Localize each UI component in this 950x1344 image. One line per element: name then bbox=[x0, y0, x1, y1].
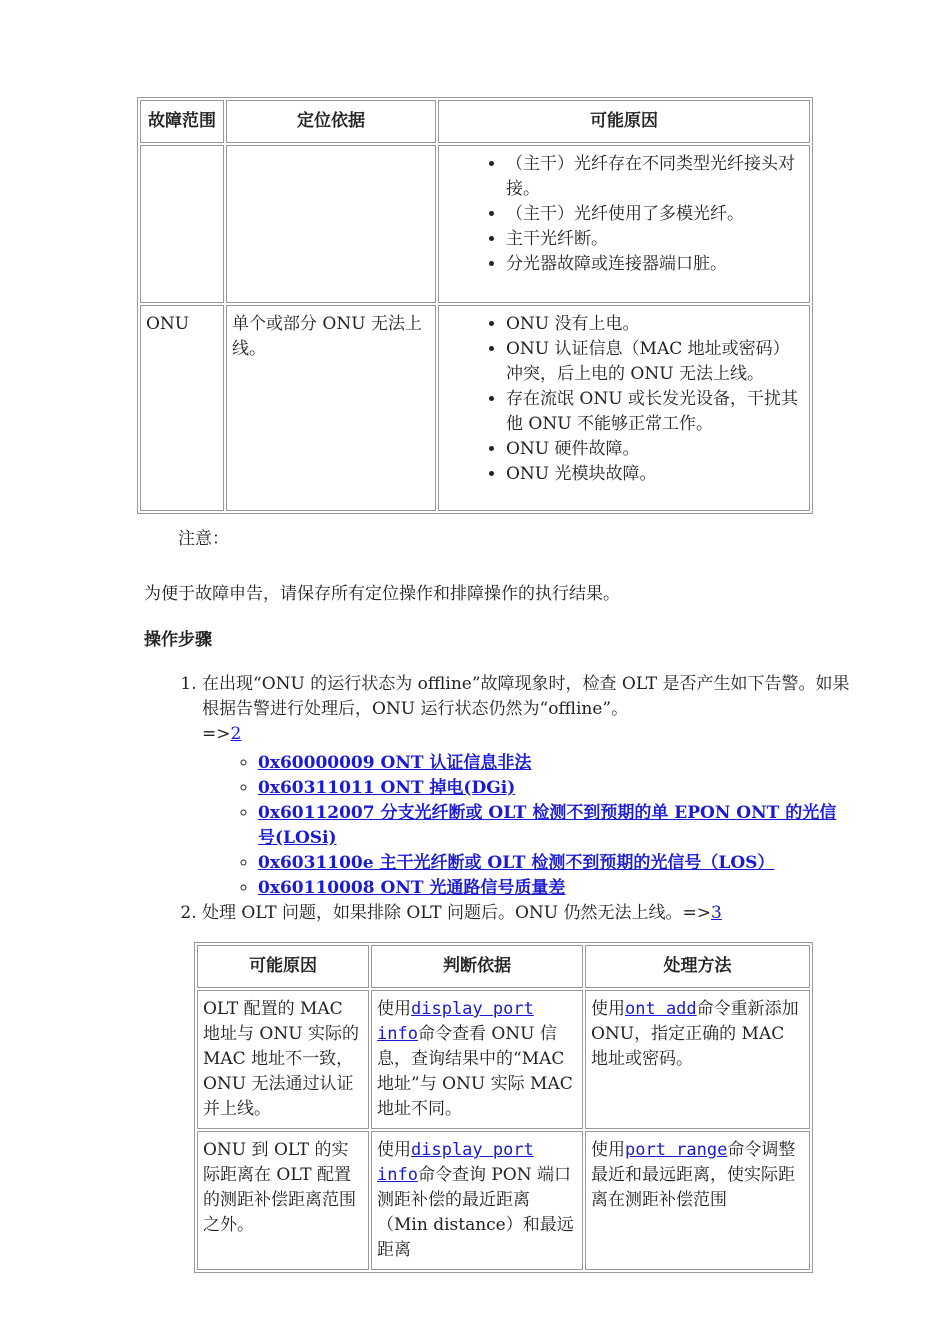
list-item: • ONU 硬件故障。 bbox=[506, 437, 804, 462]
step-1-text: 在出现“ONU 的运行状态为 offline”故障现象时，检查 OLT 是否产生如下告警。如果根据告警进行处理后，ONU 运行状态仍然为“offline”。 bbox=[202, 674, 850, 719]
ont-add-link[interactable]: ont add bbox=[625, 999, 697, 1019]
alarm-link[interactable]: 0x60000009 ONT 认证信息非法 bbox=[258, 753, 532, 773]
list-item: • 主干光纤断。 bbox=[506, 227, 804, 252]
step-1 bbox=[202, 672, 852, 901]
list-item bbox=[258, 851, 852, 876]
cell-cause: ONU 到 OLT 的实际距离在 OLT 配置的测距补偿距离范围之外。 bbox=[197, 1131, 369, 1270]
table-row bbox=[140, 145, 810, 303]
cause-table-header bbox=[197, 945, 810, 988]
list-item: • ONU 认证信息（MAC 地址或密码）冲突，后上电的 ONU 无法上线。 bbox=[506, 337, 804, 387]
intro-text: 为便于故障申告，请保存所有定位操作和排障操作的执行结果。 bbox=[144, 584, 620, 604]
list-item: • ONU 光模块故障。 bbox=[506, 462, 804, 487]
cause-list bbox=[444, 152, 804, 277]
header-basis: 定位依据 bbox=[226, 100, 436, 143]
goto-step-3-link[interactable]: 3 bbox=[711, 903, 722, 923]
header-causes: 可能原因 bbox=[438, 100, 810, 143]
method-prefix: 使用 bbox=[591, 999, 625, 1019]
list-item bbox=[258, 801, 852, 851]
header-method: 处理方法 bbox=[585, 945, 810, 988]
basis-suffix: 命令查询 PON 端口测距补偿的最近距离（Min distance）和最远距离 bbox=[377, 1165, 574, 1260]
cell-method bbox=[585, 1131, 810, 1270]
cell-scope bbox=[140, 145, 224, 303]
note-label: 注意： bbox=[178, 529, 229, 549]
alarm-link[interactable]: 0x60110008 ONT 光通路信号质量差 bbox=[258, 878, 566, 898]
goto-step-2-link[interactable]: 2 bbox=[230, 724, 242, 744]
list-item bbox=[258, 776, 852, 801]
steps-list bbox=[160, 672, 852, 926]
display-port-info-link[interactable]: display port info bbox=[377, 1140, 534, 1185]
fault-table bbox=[137, 97, 813, 514]
cell-basis bbox=[371, 1131, 583, 1270]
cell-basis: 单个或部分 ONU 无法上线。 bbox=[226, 305, 436, 511]
steps-heading: 操作步骤 bbox=[144, 630, 212, 650]
basis-prefix: 使用 bbox=[377, 1140, 411, 1160]
header-cause: 可能原因 bbox=[197, 945, 369, 988]
header-basis: 判断依据 bbox=[371, 945, 583, 988]
table-row bbox=[197, 1131, 810, 1270]
list-item bbox=[258, 751, 852, 776]
method-suffix: 命令重新添加 ONU，指定正确的 MAC 地址或密码。 bbox=[591, 999, 799, 1069]
fault-table-header bbox=[140, 100, 810, 143]
method-prefix: 使用 bbox=[591, 1140, 625, 1160]
port-range-link[interactable]: port range bbox=[625, 1140, 728, 1160]
step-2 bbox=[202, 901, 852, 926]
cell-basis bbox=[371, 990, 583, 1129]
cell-causes bbox=[438, 145, 810, 303]
cell-basis bbox=[226, 145, 436, 303]
list-item: • 分光器故障或连接器端口脏。 bbox=[506, 252, 804, 277]
step-1-arrow: => bbox=[202, 724, 231, 744]
basis-prefix: 使用 bbox=[377, 999, 411, 1019]
cause-table bbox=[194, 942, 813, 1273]
list-item: • （主干）光纤使用了多模光纤。 bbox=[506, 202, 804, 227]
cause-list bbox=[444, 312, 804, 487]
cell-scope: ONU bbox=[140, 305, 224, 511]
cell-cause: OLT 配置的 MAC 地址与 ONU 实际的 MAC 地址不一致，ONU 无法通过认证并上线。 bbox=[197, 990, 369, 1129]
cell-causes bbox=[438, 305, 810, 511]
alarm-link[interactable]: 0x60311011 ONT 掉电(DGi) bbox=[258, 778, 516, 798]
method-suffix: 命令调整最近和最远距离，使实际距离在测距补偿范围 bbox=[591, 1140, 796, 1210]
step-2-arrow: => bbox=[682, 903, 712, 923]
list-item: • ONU 没有上电。 bbox=[506, 312, 804, 337]
cell-method bbox=[585, 990, 810, 1129]
header-scope: 故障范围 bbox=[140, 100, 224, 143]
basis-suffix: 命令查看 ONU 信息，查询结果中的“MAC 地址”与 ONU 实际 MAC 地址不同。 bbox=[377, 1024, 573, 1119]
step-2-text: 处理 OLT 问题，如果排除 OLT 问题后。ONU 仍然无法上线。 bbox=[202, 903, 683, 923]
alarm-list bbox=[202, 751, 852, 901]
list-item bbox=[258, 876, 852, 901]
table-row bbox=[197, 990, 810, 1129]
display-port-info-link[interactable]: display port info bbox=[377, 999, 534, 1044]
list-item: • 存在流氓 ONU 或长发光设备，干扰其他 ONU 不能够正常工作。 bbox=[506, 387, 804, 437]
alarm-link[interactable]: 0x6031100e 主干光纤断或 OLT 检测不到预期的光信号（LOS） bbox=[258, 853, 775, 873]
alarm-link[interactable]: 0x60112007 分支光纤断或 OLT 检测不到预期的单 EPON ONT 的光信号(LOSi) bbox=[258, 803, 837, 848]
table-row bbox=[140, 305, 810, 511]
list-item: • （主干）光纤存在不同类型光纤接头对接。 bbox=[506, 152, 804, 202]
